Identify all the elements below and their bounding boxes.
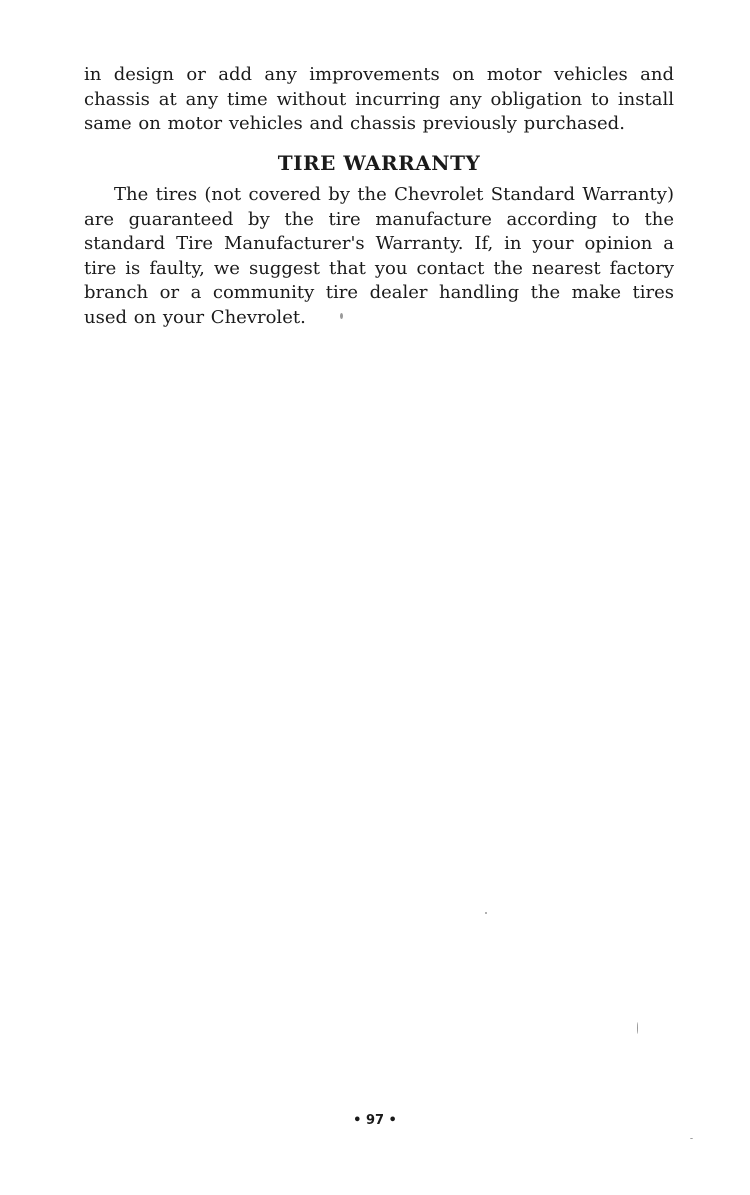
section-heading: TIRE WARRANTY [277,151,481,175]
continued-paragraph: in design or add any improvements on motor vehicles and chassis at any time without incurring any obligation to install same on motor vehicles and chassis previously purchased. [84,64,674,134]
scan-speck [485,912,487,914]
scan-speck [340,313,343,319]
scan-speck [637,1022,638,1034]
page-number: • 97 • [353,1113,397,1128]
scan-speck [690,1138,693,1139]
tire-warranty-paragraph: The tires (not covered by the Chevrolet Standard Warranty) are guaranteed by the tire manufacture according to the standard Tire Manufacturer's Warranty. If, in your opinion a tire is faulty, we suggest that you contact the nearest factory branch or a community tire dealer handling the make tires used on your Chevrolet. [84,184,674,328]
